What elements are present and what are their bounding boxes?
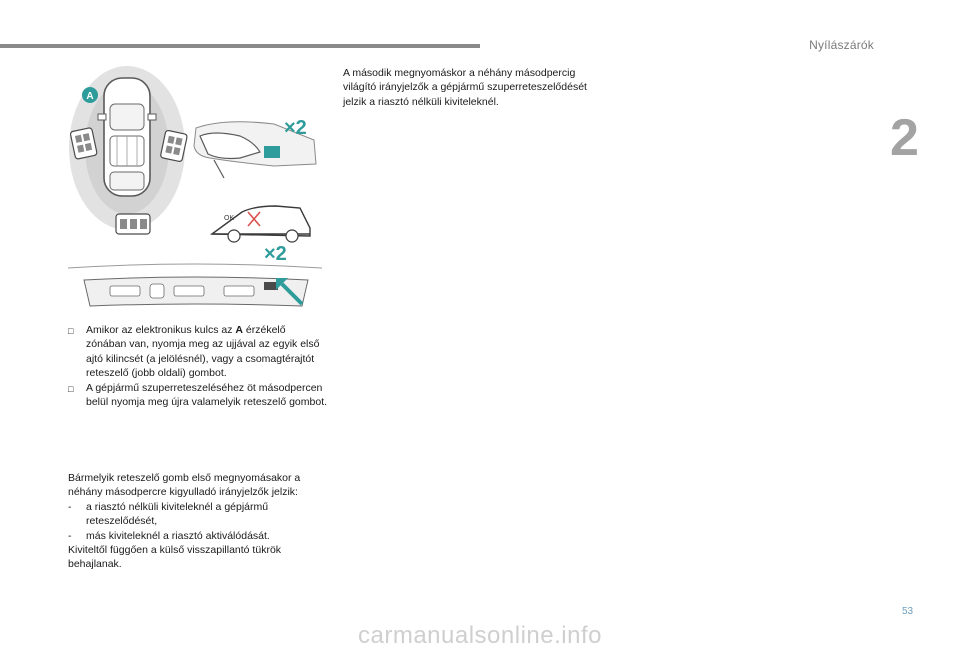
checkbox-bullet-icon: □ — [68, 383, 74, 394]
section-title: Nyílászárók — [809, 38, 874, 52]
tailgate-strip — [68, 264, 322, 306]
press-arrow-1 — [264, 146, 280, 158]
tailgate-handle — [116, 214, 150, 234]
car-side-view — [212, 206, 310, 242]
watermark: carmanualsonline.info — [358, 622, 602, 649]
car-top-view — [98, 78, 156, 196]
chapter-number: 2 — [890, 109, 919, 167]
checkbox-bullet-icon: □ — [68, 326, 74, 336]
right-column-text: A második megnyomáskor a néhány másodpercig világító irányjelzők a gépjármű szuperreteszelődését jelzik a riasztó nélküli kiviteleknél. — [343, 67, 587, 108]
page-number: 53 — [902, 606, 914, 617]
bullet-item — [68, 381, 328, 410]
callout-a-letter: A — [86, 91, 94, 102]
dash-item: - más kiviteleknél a riasztó aktiválódását. — [68, 529, 270, 542]
instruction-bullets — [68, 323, 328, 409]
info-paragraph — [68, 471, 328, 572]
bullet-text: A gépjármű szuperreteszeléséhez öt másodpercen belül nyomja meg újra valamelyik reteszelő gombot. — [86, 381, 328, 409]
hand-on-handle-icon — [194, 117, 316, 178]
locking-diagram — [64, 66, 326, 314]
press-count-1: ×2 — [284, 117, 307, 139]
paragraph-intro: Bármelyik reteszelő gomb első megnyomásakor a néhány másodpercre kigyulladó irányjelzők jelzik: — [68, 472, 301, 499]
dash-item: - a riasztó nélküli kiviteleknél a gépjármű reteszelődését, — [68, 500, 269, 528]
paragraph-outro: Kiviteltől függően a külső visszapillantó tükrök behajlanak. — [68, 544, 282, 571]
bullet-text: Amikor az elektronikus kulcs az A érzékelő zónában van, nyomja meg az ujjával az egyik első ajtó kilincsét (a jelölésnél), vagy a csomagtérajtót reteszelő (jobb oldali) gombot. — [86, 324, 320, 380]
header-bar — [0, 44, 480, 48]
bullet-item — [68, 323, 328, 381]
locking-illustration — [64, 66, 326, 314]
press-count-2: ×2 — [264, 243, 287, 265]
tailgate-lock-button — [264, 282, 278, 290]
ok-label: OK — [224, 215, 235, 222]
